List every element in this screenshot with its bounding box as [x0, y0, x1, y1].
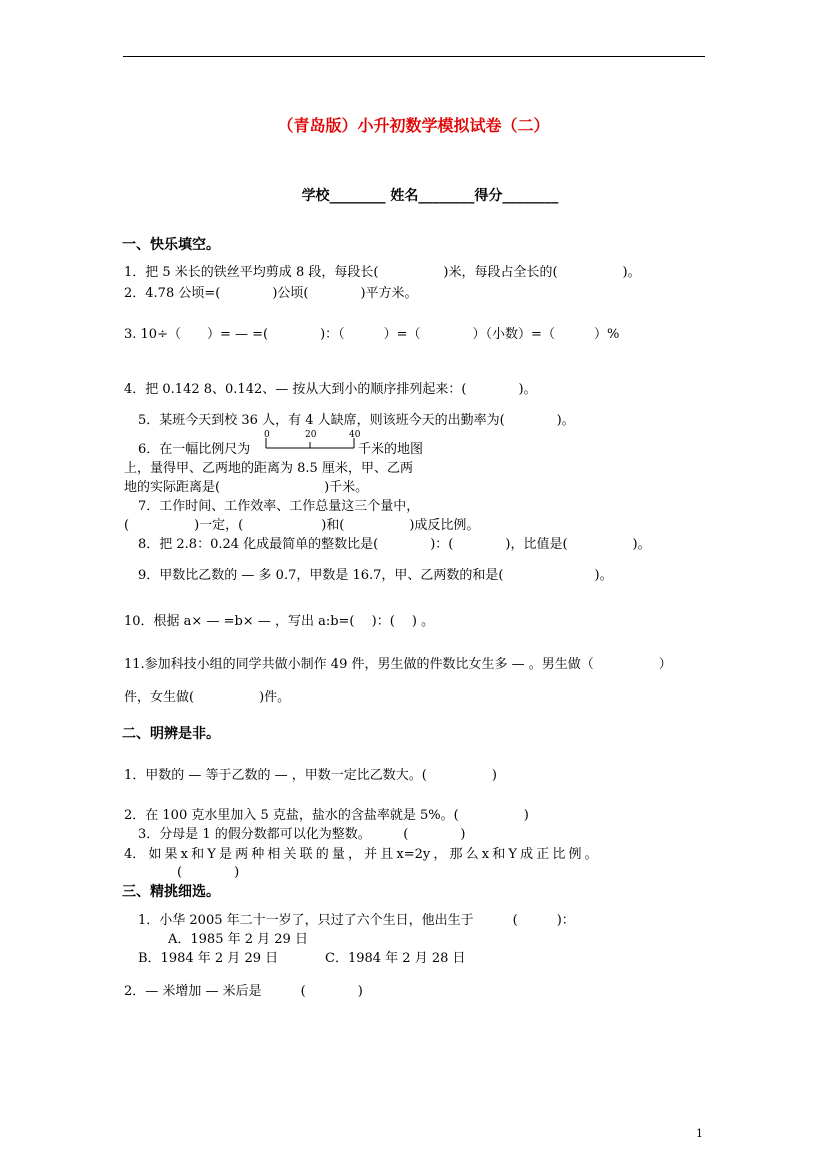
s1-question-9: 9．甲数比乙数的 — 多 0.7，甲数是 16.7，甲、乙两数的和是( )。 [138, 568, 613, 583]
s1-question-1: 1．把 5 米长的铁丝平均剪成 8 段，每段长( )米，每段占全长的( )。 [124, 265, 641, 280]
s3-question-1-option-c: C．1984 年 2 月 28 日 [325, 951, 466, 966]
s1-question-4: 4．把 0.142 8、0.142、— 按从大到小的顺序排列起来：( )。 [124, 382, 537, 397]
s1-question-11-part-b: 件，女生做( )件。 [124, 690, 291, 705]
s3-question-1-option-a: A．1985 年 2 月 29 日 [168, 932, 308, 947]
s2-question-3: 3．分母是 1 的假分数都可以化为整数。 ( ) [138, 827, 466, 842]
s1-question-7-part-b: ( )一定，( )和( )成反比例。 [124, 518, 480, 533]
s1-question-2: 2．4.78 公顷=( )公顷( )平方米。 [124, 286, 418, 301]
s1-question-11-part-a: 11.参加科技小组的同学共做小制作 49 件，男生做的件数比女生多 — 。男生做（ ） [124, 657, 672, 672]
s1-question-5: 5．某班今天到校 36 人，有 4 人缺席，则该班今天的出勤率为( )。 [138, 413, 575, 428]
page-title: （青岛版）小升初数学模拟试卷（二） [277, 116, 550, 135]
s1-question-6-part-b: 千米的地图 [358, 442, 424, 457]
scale-label-0: 0 [264, 430, 270, 440]
student-info-line: 学校________ 姓名________得分________ [301, 188, 559, 204]
scale-label-20: 20 [305, 430, 317, 440]
s3-question-1-option-b: B．1984 年 2 月 29 日 [138, 951, 279, 966]
header-rule [123, 56, 705, 57]
section-2-heading: 二、明辨是非。 [122, 726, 220, 742]
section-3-heading: 三、精挑细选。 [122, 884, 220, 900]
scale-label-40: 40 [349, 430, 361, 440]
s3-question-1: 1．小华 2005 年二十一岁了，只过了六个生日，他出生于 ( )： [138, 913, 575, 928]
s3-question-2: 2．— 米增加 — 米后是 ( ) [124, 984, 363, 999]
s1-question-6-part-a: 6．在一幅比例尺为 [138, 442, 251, 457]
s1-question-7-part-a: 7．工作时间、工作效率、工作总量这三个量中， [138, 499, 420, 514]
s1-question-6-part-c: 上，量得甲、乙两地的距离为 8.5 厘米，甲、乙两 [124, 461, 413, 476]
s1-question-6-part-d: 地的实际距离是( )千米。 [124, 480, 369, 495]
s2-question-1: 1．甲数的 — 等于乙数的 — ，甲数一定比乙数大。( ) [124, 768, 497, 783]
s2-question-2: 2．在 100 克水里加入 5 克盐，盐水的含盐率就是 5%。( ) [124, 808, 529, 823]
s2-question-4-part-b: ( ) [177, 865, 240, 880]
s1-question-3: 3. 10÷（ ）= — =( )：（ ）=（ ）（小数）=（ ）% [124, 327, 620, 342]
s1-question-8: 8．把 2.8：0.24 化成最简单的整数比是( )：( )，比值是( )。 [138, 537, 651, 552]
s2-question-4-part-a: 4． 如 果 x 和 Y 是 两 种 相 关 联 的 量 ， 并 且 x=2y ， 那 么 x 和 Y 成 正 比 例 。 [124, 847, 598, 862]
s1-question-10: 10．根据 a× — =b× — ，写出 a:b=( )：( ) 。 [124, 614, 435, 629]
page-number: 1 [696, 1127, 703, 1140]
section-1-heading: 一、快乐填空。 [122, 237, 220, 253]
